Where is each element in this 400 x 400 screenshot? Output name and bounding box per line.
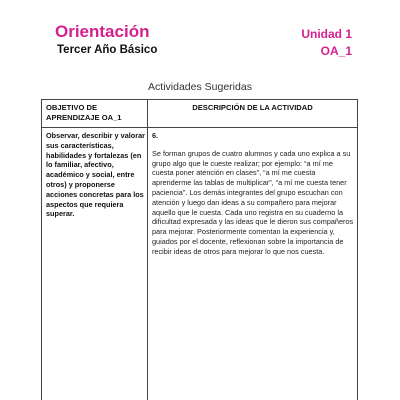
page-subtitle: Tercer Año Básico — [57, 44, 158, 56]
unit-label: Unidad 1 — [301, 27, 352, 41]
activity-number: 6. — [152, 131, 159, 140]
description-column-header: DESCRIPCIÓN DE LA ACTIVIDAD — [192, 103, 313, 112]
table-header-divider — [42, 127, 357, 128]
table-column-divider — [147, 100, 148, 400]
page-title: Orientación — [55, 22, 150, 41]
oa-code-label: OA_1 — [320, 44, 352, 58]
objective-cell: Observar, describir y valorar sus características, habilidades y fortalezas (en lo familiar, afectivo, académico y social, entre otros) y proponerse acciones concretas para los aspectos que requiera superar. — [46, 131, 145, 219]
activities-table — [41, 99, 358, 400]
activity-description: Se forman grupos de cuatro alumnos y cada uno explica a su grupo algo que le cueste realizar; por ejemplo: “a mí me cuesta poner atención en clases”, “a mí me cuesta aprenderme las tablas de multiplicar”, “a mí me cuesta tener paciencia”. Los demás integrantes del grupo escuchan con atención y luego dan ideas a su compañero para mejorar aquello que le cuesta. Cada uno registra en su cuaderno la dificultad expresada y las ideas que le dieron sus compañeros para mejorar. Posteriormente comentan la experiencia y, guiados por el docente, reflexionan sobre la importancia de recibir ideas de otros para mejorar lo que nos cuesta. — [152, 148, 354, 256]
section-title: Actividades Sugeridas — [148, 81, 252, 93]
objective-column-header: OBJETIVO DE APRENDIZAJE OA_1 — [46, 103, 122, 122]
activity-cell — [152, 131, 354, 257]
